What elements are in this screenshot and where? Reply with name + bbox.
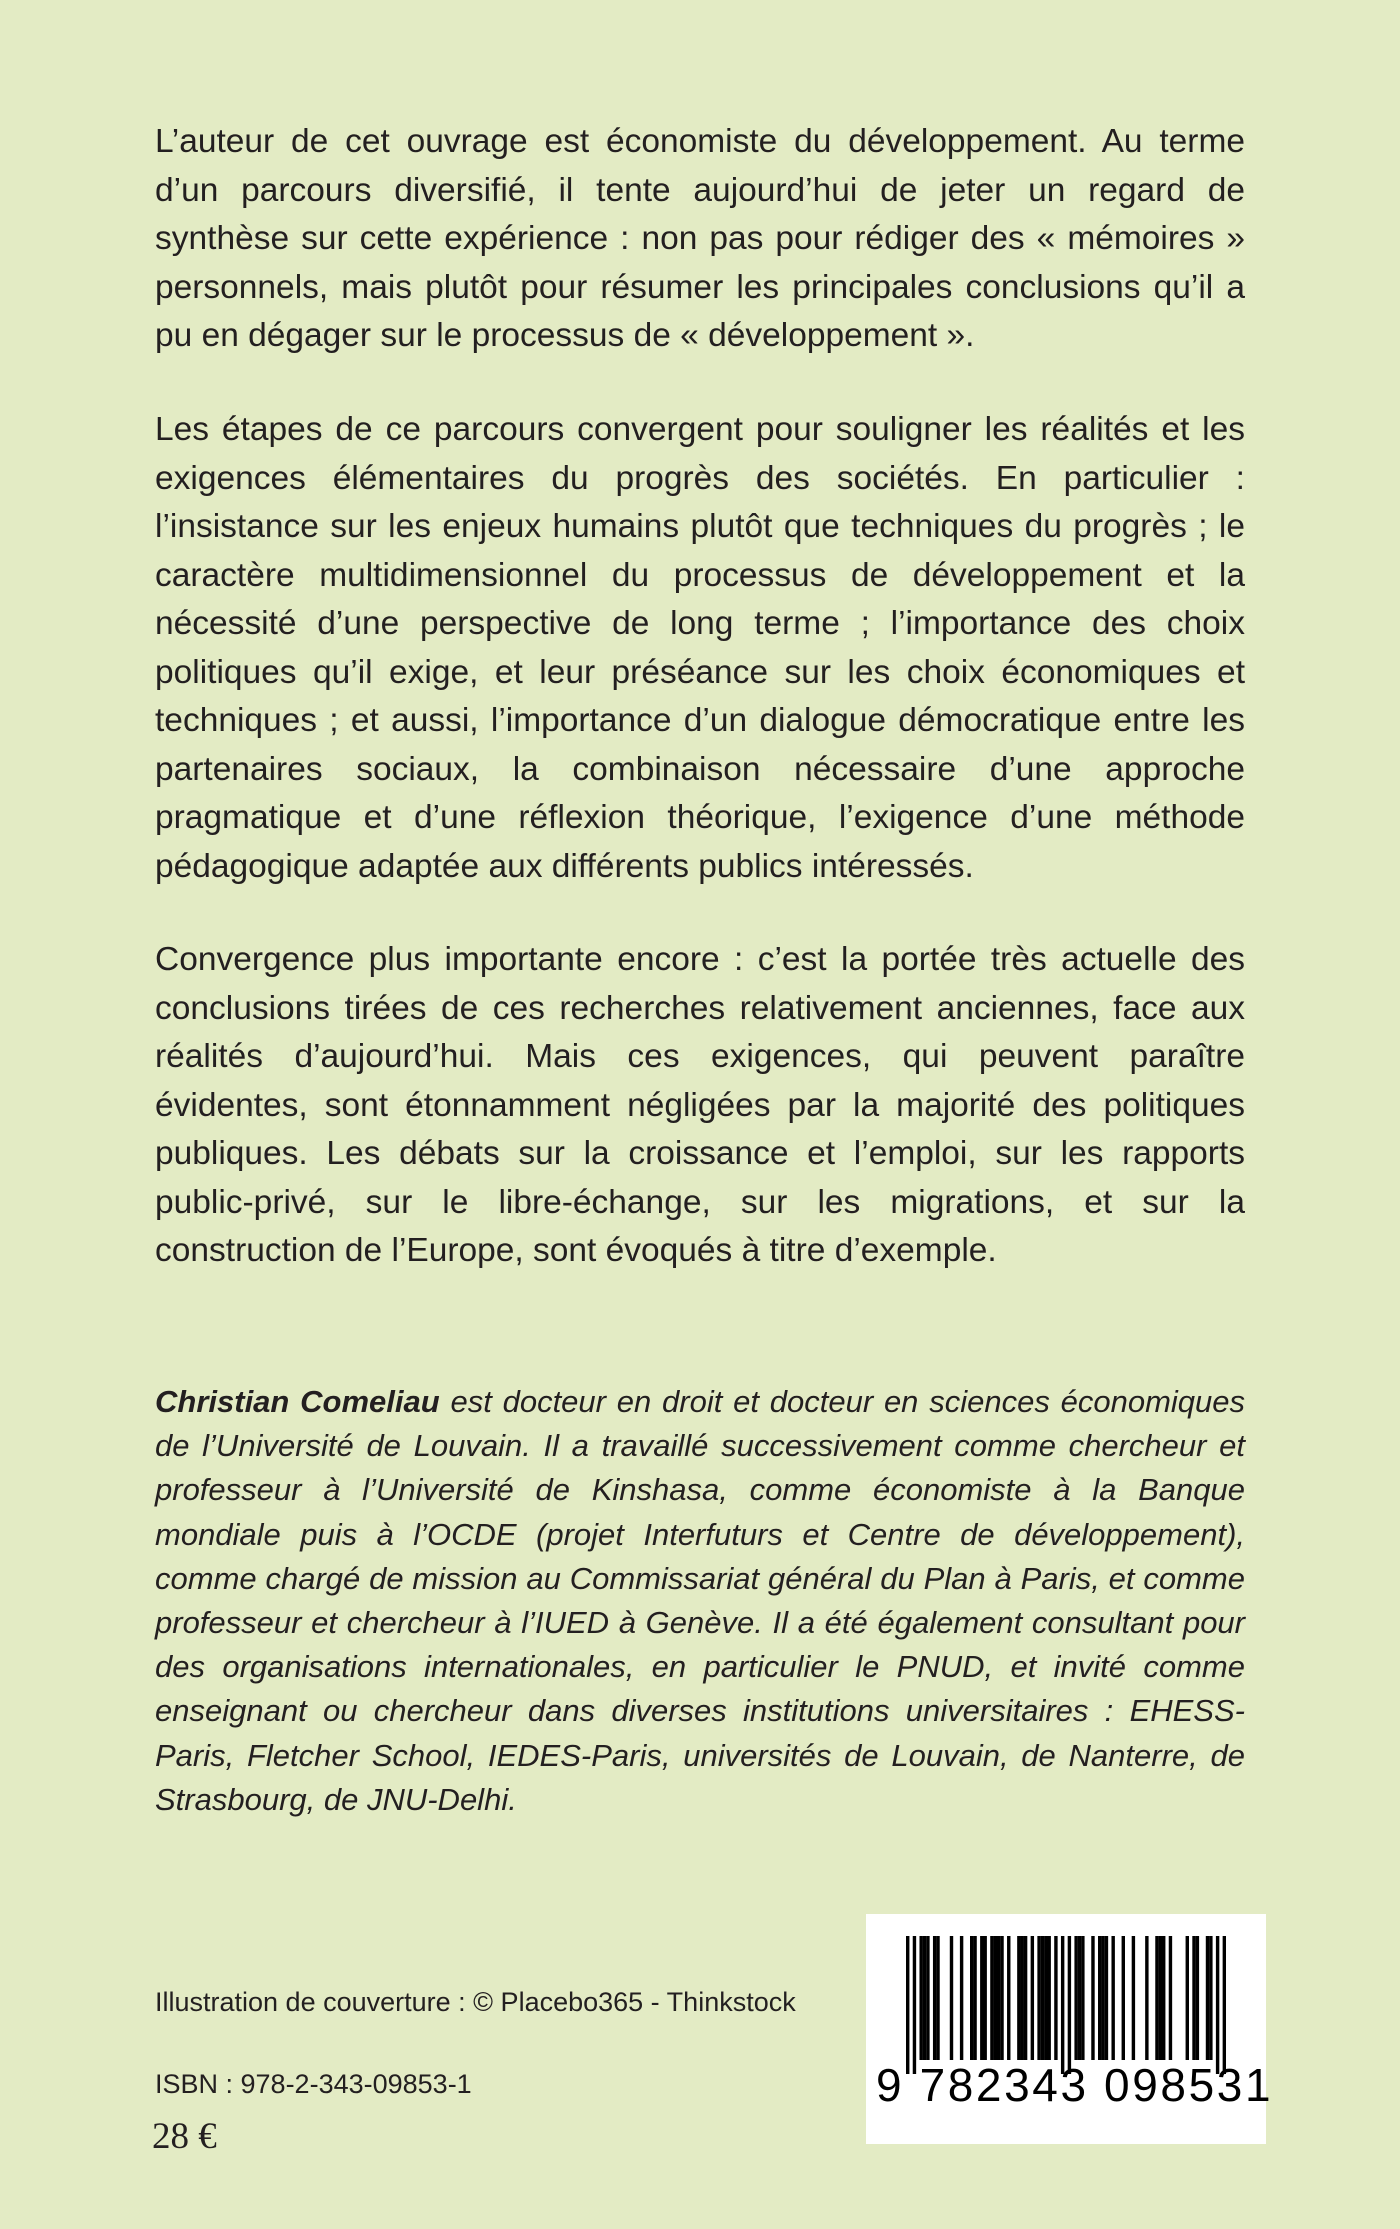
barcode-bar <box>1105 1936 1108 2060</box>
barcode-bar <box>1041 1936 1044 2060</box>
barcode-bar <box>1031 1936 1034 2060</box>
summary-paragraph-3: Convergence plus importante encore : c’est la portée très actuelle des conclusions tirées de ces recherches relativement anciennes, face aux réalités d’aujourd’hui. Mais ces exigences, qui peuvent paraître évidentes, sont étonnamment négligées par la majorité des politiques publiques. Les débats sur la croissance et l’emploi, sur les rapports public-privé, sur le libre-échange, sur les migrations, et sur la construction de l’Europe, sont évoqués à titre d’exemple. <box>155 941 1245 1269</box>
barcode-bar <box>1101 1936 1104 2060</box>
barcode-bar <box>933 1936 936 2060</box>
barcode-bar <box>950 1936 953 2060</box>
barcode-bar <box>926 1936 929 2060</box>
barcode-bar <box>1186 1936 1189 2060</box>
barcode-bar <box>1162 1936 1165 2060</box>
barcode-bar <box>1192 1936 1195 2060</box>
barcode-bar <box>1196 1936 1199 2060</box>
barcode-bar <box>1054 1936 1057 2060</box>
summary-paragraph-2: Les étapes de ce parcours convergent pour souligner les réalités et les exigences élémentaires du progrès des sociétés. En particulier : l’insistance sur les enjeux humains plutôt que techniques du progrès ; le caractère multidimensionnel du processus de développement et la nécessité d’une perspective de long terme ; l’importance des choix politiques qu’il exige, et leur préséance sur les choix économiques et techniques ; et aussi, l’importance d’un dialogue démocratique entre les partenaires sociaux, la combinaison nécessaire d’une approche pragmatique et d’une réflexion théorique, l’exigence d’une méthode pédagogique adaptée aux différents publics intéressés. <box>155 411 1245 885</box>
barcode-bar <box>983 1936 986 2060</box>
barcode-bar <box>1000 1936 1003 2060</box>
barcode-bar <box>1209 1936 1212 2060</box>
barcode-bar <box>1044 1936 1047 2060</box>
barcode-bar <box>1216 1936 1219 2074</box>
barcode-bar <box>1061 1936 1064 2074</box>
barcode-bar <box>997 1936 1000 2060</box>
illustration-credit: Illustration de couverture : © Placebo365 - Thinkstock <box>155 1987 796 2017</box>
barcode-bar <box>1021 1936 1024 2060</box>
barcode-bar <box>1223 1936 1226 2074</box>
barcode-bar <box>923 1936 926 2060</box>
barcode-bar <box>919 1936 922 2060</box>
barcode-digits: 9 782343 098531 <box>876 2059 1274 2111</box>
barcode-bar <box>1169 1936 1172 2060</box>
price: 28 € <box>152 2116 217 2157</box>
barcode-bar <box>906 1936 909 2074</box>
barcode-bar <box>936 1936 939 2060</box>
isbn-number: ISBN : 978-2-343-09853-1 <box>155 2069 472 2099</box>
summary-paragraph-1: L’auteur de cet ouvrage est économiste du développement. Au terme d’un parcours diversifié, il tente aujourd’hui de jeter un regard de synthèse sur cette expérience : non pas pour rédiger des « mémoires » personnels, mais plutôt pour résumer les principales conclusions qu’il a pu en dégager sur le processus de « développement ». <box>155 123 1245 354</box>
barcode-bar <box>1111 1936 1114 2060</box>
barcode-bar <box>1132 1936 1135 2060</box>
barcode-bar <box>970 1936 973 2060</box>
barcode <box>866 1914 1274 2144</box>
barcode-bar <box>973 1936 976 2060</box>
barcode-bar <box>1007 1936 1010 2060</box>
barcode-bar <box>1145 1936 1148 2060</box>
barcode-bar <box>1024 1936 1027 2060</box>
barcode-bar <box>1037 1936 1040 2060</box>
author-name: Christian Comeliau <box>155 1384 440 1419</box>
barcode-bar <box>990 1936 993 2060</box>
barcode-bar <box>913 1936 916 2074</box>
barcode-bar <box>1155 1936 1158 2060</box>
barcode-bar <box>1017 1936 1020 2060</box>
barcode-bar <box>994 1936 997 2060</box>
barcode-bar <box>1078 1936 1081 2060</box>
barcode-bar <box>1159 1936 1162 2060</box>
barcode-bar <box>1074 1936 1077 2060</box>
barcode-bar <box>1091 1936 1094 2060</box>
barcode-bar <box>1081 1936 1084 2060</box>
barcode-bar <box>1068 1936 1071 2074</box>
barcode-bar <box>980 1936 983 2060</box>
author-bio <box>155 1380 1245 1822</box>
barcode-bar <box>960 1936 963 2060</box>
barcode-bar <box>1047 1936 1050 2060</box>
author-bio-text: est docteur en droit et docteur en sciences économiques de l’Université de Louvain. Il a travaillé successivement comme chercheur et professeur à l’Université de Kinshasa, comme économiste à la Banque mondiale puis à l’OCDE (projet Interfuturs et Centre de développement), comme chargé de mission au Commissariat général du Plan à Paris, et comme professeur et chercheur à l’IUED à Genève. Il a été également consultant pour des organisations internationales, en particulier le PNUD, et invité comme enseignant ou chercheur dans diverses institutions universitaires : EHESS-Paris, Fletcher School, IEDES-Paris, universités de Louvain, de Nanterre, de Strasbourg, de JNU-Delhi. <box>155 1384 1245 1817</box>
barcode-bar <box>1098 1936 1101 2060</box>
barcode-bar <box>1122 1936 1125 2060</box>
barcode-bar <box>1206 1936 1209 2060</box>
